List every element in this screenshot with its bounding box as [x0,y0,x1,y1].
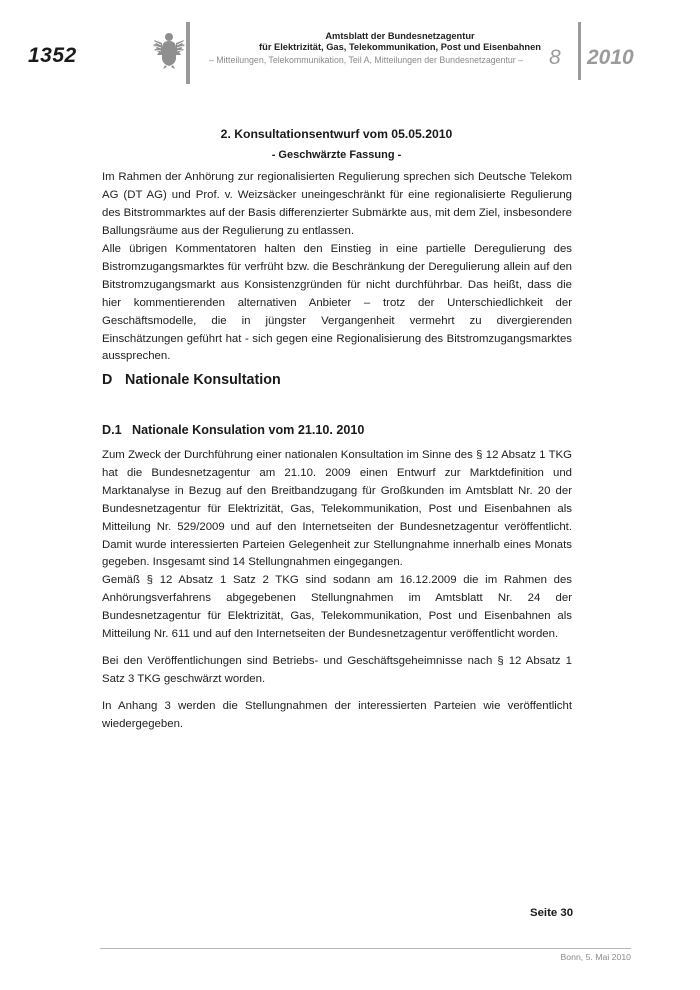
consultation-paragraph-2: Alle übrigen Kommentatoren halten den Einstieg in eine partielle Deregulierung des Bistromzugangsmarktes für verfrüht bzw. die Beschränkung der Deregulierung allein auf den Bitstromzugangsmarkt aus Konsistenzgründen für nicht durchführbar. Das heißt, dass die hier kommentierenden alternativen Anbieter – trotz der Unterschiedlichkeit der Geschäftsmodelle, die in jüngster Vergangenheit vermehrt zu divergierenden Einschätzungen geführt hat - sich gegen eine Regionalisierung des Bitstromzugangsmarktes aussprechen. [102,243,572,363]
page-label: Seite 30 [530,907,574,919]
footer-divider [100,948,631,949]
issuer-subtitle: für Elektrizität, Gas, Telekommunikation, Post und Eisenbahnen [259,42,541,52]
d1-paragraph-1: Zum Zweck der Durchführung einer nationalen Konsultation im Sinne des § 12 Absatz 1 TKG hat die Bundesnetzagentur am 21.10. 2009 einen Entwurf zur Marktdefinition und Marktanalyse in Bezug auf den Breitbandzugang für Großkunden im Amtsblatt Nr. 20 der Bundesnetzagentur für Elektrizität, Gas, Telekommunikation, Post und Eisenbahnen als Mitteilung Nr. 529/2009 und auf den Internetseiten der Bundesnetzagentur veröffentlicht. Damit wurde interessierten Parteien Gelegenheit zur Stellungnahme innerhalb eines Monats gegeben. Insgesamt sind 14 Stellungnahmen eingegangen. [102,449,572,569]
section-d-title: Nationale Konsultation [125,372,281,388]
footer-date: Bonn, 5. Mai 2010 [560,952,631,962]
issue-year: 2010 [587,46,634,69]
header-divider-bar [186,22,190,84]
consultation-subtitle: - Geschwärzte Fassung - [271,149,402,161]
section-d1-number: D.1 [102,423,122,437]
section-line: – Mitteilungen, Telekommunikation, Teil A, Mitteilungen der Bundesnetzagentur – [208,55,524,65]
section-d-heading [102,372,281,388]
section-d-number: D [102,372,113,388]
issuer-name: Amtsblatt der Bundesnetzagentur [325,31,475,41]
issue-number: 8 [549,46,561,69]
section-d1-heading [102,423,364,437]
d1-paragraph-4: In Anhang 3 werden die Stellungnahmen der interessierten Parteien wie veröffentlicht wiedergegeben. [102,700,572,730]
d1-paragraph-2: Gemäß § 12 Absatz 1 Satz 2 TKG sind sodann am 16.12.2009 die im Rahmen des Anhörungsverfahrens abgegebenen Stellungnahmen im Amtsblatt Nr. 24 der Bundesnetzagentur für Elektrizität, Gas, Telekommunikation, Post und Eisenbahnen als Mitteilung Nr. 611 und auf den Internetseiten der Bundesnetzagentur veröffentlicht worden. [102,574,572,640]
page-number: 1352 [28,44,77,67]
consultation-paragraph-1: Im Rahmen der Anhörung zur regionalisierten Regulierung sprechen sich Deutsche Telekom AG (DT AG) und Prof. v. Weizsäcker uneingeschränkt für eine regionalisierte Regulierung des Bitstrommarktes auf der Basis differenzierter Submärkte aus, mit dem Ziel, insbesondere Ballungsräume aus der Regulierung zu entlassen. [102,171,572,237]
federal-eagle-icon [152,30,186,70]
d1-paragraph-3: Bei den Veröffentlichungen sind Betriebs- und Geschäftsgeheimnisse nach § 12 Absatz 1 Satz 3 TKG geschwärzt worden. [102,655,572,685]
year-divider-bar [578,22,581,80]
consultation-title: 2. Konsultationsentwurf vom 05.05.2010 [220,127,453,141]
section-d1-title: Nationale Konsulation vom 21.10. 2010 [132,423,365,437]
